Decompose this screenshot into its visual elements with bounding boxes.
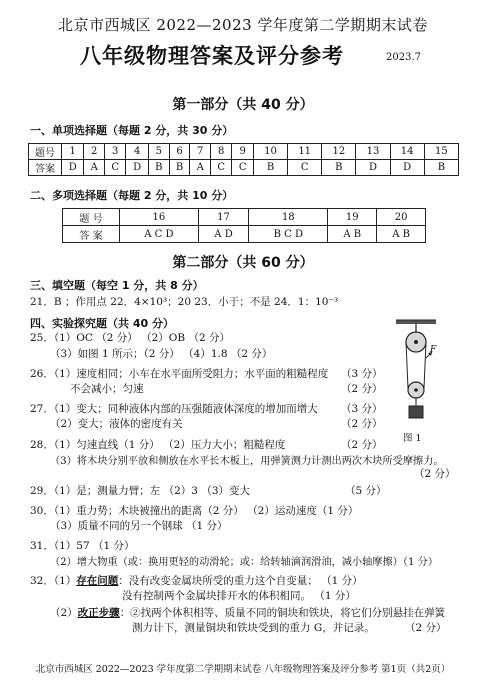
- q32-line3: ：②找两个体积相等、质量不同的铜块和铁块，将它们分别悬挂在弹簧: [119, 607, 446, 619]
- table-cell: C: [104, 160, 126, 176]
- q32-line1: ：没有改变金属块所受的重力这个自变量； （1 分）: [118, 575, 363, 587]
- table-cell: 3: [104, 144, 126, 160]
- table-cell: 2: [84, 144, 104, 160]
- table-cell: C: [210, 160, 232, 176]
- q31-line2: （2）增大物重（或：换用更轻的动滑轮；或：给转轴滴润滑油，减小轴摩擦）（1 分）: [50, 557, 439, 568]
- table-cell: B: [253, 160, 287, 176]
- row-label-number: 题 号: [63, 209, 120, 226]
- table-cell: A C D: [120, 226, 199, 243]
- q30-line1: 30．（1）重力势；木块被撞出的距离（2 分） （2）运动速度（1 分）: [30, 505, 359, 517]
- q26-score1: （3 分）: [341, 368, 383, 380]
- q29-line: 29．（1）是；测量力臂；左 （2）3 （3）变大: [30, 485, 251, 497]
- table-cell: D: [62, 160, 84, 176]
- table-cell: 20: [377, 209, 426, 226]
- table-cell: A D: [198, 226, 249, 243]
- q25-line1: 25．（1）OC （2 分） （2）OB （2 分）: [30, 332, 230, 344]
- q32-number2: （2）: [50, 607, 78, 619]
- q27-score1: （3 分）: [341, 403, 383, 415]
- document-date: 2023.7: [386, 52, 421, 63]
- document-title: 北京市西城区 2022—2023 学年度第二学期期末试卷: [58, 16, 428, 34]
- q32-part1: [30, 573, 363, 588]
- q26-line2: 不会减小；匀速: [70, 383, 144, 395]
- part1-title: 第一部分（共 40 分）: [172, 97, 314, 113]
- q27-score2: （2 分）: [341, 418, 383, 430]
- table-row: [63, 209, 426, 226]
- sec3-title: 三、填空题（每空 1 分，共 8 分）: [30, 279, 204, 292]
- table-cell: 14: [390, 144, 424, 160]
- table-cell: 18: [249, 209, 328, 226]
- table-cell: A B: [328, 226, 377, 243]
- table-row: [63, 226, 426, 243]
- q25-line2: （3）如图 1 所示；（2 分） （4）1.8 （2 分）: [50, 348, 273, 360]
- table-row: [29, 144, 459, 160]
- table-cell: 4: [126, 144, 148, 160]
- q32-score: （2 分）: [405, 622, 447, 634]
- q29-score: （5 分）: [345, 485, 387, 497]
- sec1-title: 一、单项选择题（每题 2 分，共 30 分）: [30, 124, 234, 137]
- single-choice-table: [28, 143, 459, 176]
- q27-line2: （2）变大；液体的密度有关: [50, 418, 183, 430]
- table-cell: 19: [328, 209, 377, 226]
- q32-fix-label: 改正步骤: [77, 607, 120, 619]
- q21-24-answers: 21．B ；作用点 22．4×10³；20 23．小于；不是 24．1：10⁻³: [30, 296, 339, 308]
- table-cell: B: [169, 160, 190, 176]
- q31-line1: 31．（1）57 （1 分）: [30, 540, 135, 552]
- table-cell: C: [232, 160, 254, 176]
- table-cell: B: [424, 160, 458, 176]
- table-cell: C: [288, 160, 322, 176]
- multiple-choice-table: [62, 208, 426, 243]
- table-cell: B: [148, 160, 169, 176]
- q27-line1: 27．（1）变大；同种液体内部的压强随液体深度的增加而增大: [30, 403, 318, 415]
- q26-line1: 26．（1）速度相同；小车在水平面所受阻力；水平面的粗糙程度: [30, 368, 329, 380]
- table-cell: 8: [210, 144, 232, 160]
- table-cell: 13: [356, 144, 390, 160]
- q28-line2: （3）将木块分别平放和侧放在水平长木板上，用弹簧测力计测出两次木块所受摩擦力。: [50, 456, 444, 467]
- figure-caption: 图 1: [403, 433, 422, 444]
- q28-score2: （2 分）: [414, 468, 456, 480]
- q32-part2: [50, 605, 445, 620]
- sec2-title: 二、多项选择题（每题 2 分，共 10 分）: [30, 189, 234, 202]
- q26-score2: （2 分）: [341, 383, 383, 395]
- q30-line2: （3）质量不同的另一个钢球 （1 分）: [50, 520, 228, 532]
- table-cell: 15: [424, 144, 458, 160]
- sec4-title: 四、实验探究题（共 40 分）: [30, 317, 174, 330]
- table-cell: 1: [62, 144, 84, 160]
- table-cell: 9: [232, 144, 254, 160]
- table-row: [29, 160, 459, 176]
- table-cell: 12: [322, 144, 356, 160]
- table-cell: 11: [288, 144, 322, 160]
- table-cell: 7: [190, 144, 210, 160]
- table-cell: A B: [377, 226, 426, 243]
- q28-score1: （2 分）: [341, 439, 383, 451]
- table-cell: A: [84, 160, 104, 176]
- figure-force-label: F: [430, 345, 437, 355]
- row-label-answer: 答案: [29, 160, 62, 176]
- table-cell: B C D: [249, 226, 328, 243]
- table-cell: D: [390, 160, 424, 176]
- page-footer: 北京市西城区 2022—2023 学年度第二学期期末试卷 八年级物理答案及评分参考 第1页（共2页）: [35, 664, 451, 675]
- q28-line1: 28．（1）匀速直线（1 分） （2）压力大小；粗糙程度: [30, 439, 286, 451]
- table-cell: D: [126, 160, 148, 176]
- part2-title: 第二部分（共 60 分）: [172, 255, 314, 271]
- q32-problem-label: 存在问题: [76, 575, 119, 587]
- table-cell: D: [356, 160, 390, 176]
- table-cell: 5: [148, 144, 169, 160]
- row-label-number: 题号: [29, 144, 62, 160]
- table-cell: B: [322, 160, 356, 176]
- table-cell: 16: [120, 209, 199, 226]
- pulley-figure: [392, 318, 446, 426]
- q32-line2: 没有控制两个金属块排开水的体积相同。 （1 分）: [122, 590, 356, 602]
- table-cell: A: [190, 160, 210, 176]
- table-cell: 17: [198, 209, 249, 226]
- row-label-answer: 答 案: [63, 226, 120, 243]
- q32-line4: 测力计下，测量铜块和铁块受到的重力 G，并记录。: [132, 622, 375, 634]
- table-cell: 6: [169, 144, 190, 160]
- document-subtitle: 八年级物理答案及评分参考: [80, 44, 344, 68]
- table-cell: 10: [253, 144, 287, 160]
- q32-number: 32．（1）: [30, 575, 77, 587]
